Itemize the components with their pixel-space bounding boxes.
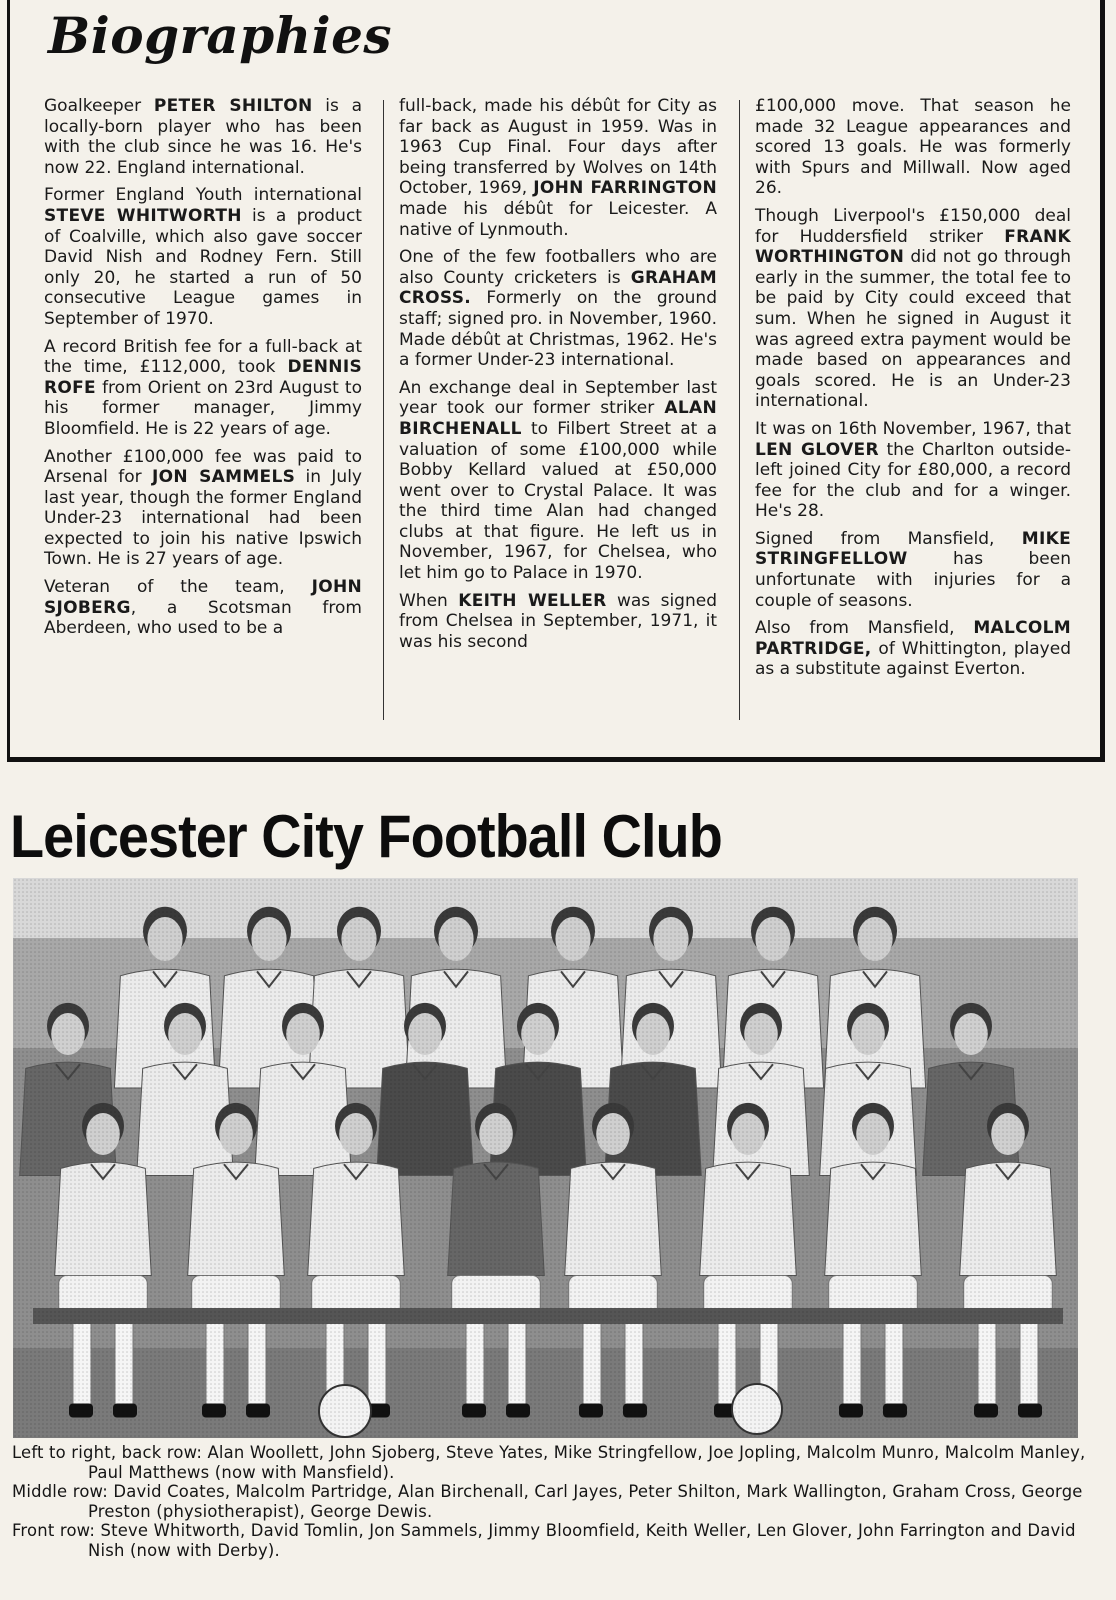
biography-paragraph: Though Liverpool's £150,000 deal for Huddersfield striker FRANK WORTHINGTON did not go through early in the summer, the total fee to be paid by City could exceed that sum. When he signed in August it was agreed extra payment would be made based on appearances and goals scored. He is an Under-23 international. bbox=[755, 205, 1071, 412]
biography-paragraph: Former England Youth international STEVE WHITWORTH is a product of Coalville, which also gave soccer David Nish and Rodney Fern. Still only 20, he started a run of 50 consecutive League games in September of 1970. bbox=[44, 185, 362, 329]
player-name: FRANK WORTHINGTON bbox=[755, 226, 1071, 268]
biography-paragraph: full-back, made his débût for City as far back as August in 1959. Was in 1963 Cup Final. Four days after being transferred by Wolves on 14th October, 1969, JOHN FARRINGTON made his débût for Leicester. A native of Lynmouth. bbox=[399, 96, 717, 240]
player-name: GRAHAM CROSS. bbox=[399, 267, 717, 309]
biography-paragraph: An exchange deal in September last year took our former striker ALAN BIRCHENALL to Filbert Street at a valuation of some £100,000 while Bobby Kellard valued at £50,000 went over to Crystal Palace. It was the third time Alan had changed clubs at that figure. He left us in November, 1967, for Chelsea, who let him go to Palace in 1970. bbox=[399, 377, 717, 584]
biography-paragraph: One of the few footballers who are also County cricketers is GRAHAM CROSS. Formerly on the ground staff; signed pro. in November, 1960. Made débût at Christmas, 1962. He's a former Under-23 international. bbox=[399, 247, 717, 371]
player-name: PETER SHILTON bbox=[153, 96, 313, 116]
biography-paragraph: Veteran of the team, JOHN SJOBERG, a Scotsman from Aberdeen, who used to be a bbox=[44, 577, 362, 639]
caption-back-row: Left to right, back row: Alan Woollett, John Sjoberg, Steve Yates, Mike Stringfellow, Joe Jopling, Malcolm Munro, Malcolm Manley, Paul Matthews (now with Mansfield). bbox=[12, 1443, 1086, 1482]
biography-paragraph: £100,000 move. That season he made 32 League appearances and scored 13 goals. He was formerly with Spurs and Millwall. Now aged 26. bbox=[755, 96, 1071, 199]
biography-column-3 bbox=[755, 96, 1071, 687]
player-name: JOHN FARRINGTON bbox=[533, 178, 717, 199]
player-name: JOHN SJOBERG bbox=[44, 577, 362, 618]
player-name: DENNIS ROFE bbox=[44, 357, 362, 398]
biographies-box bbox=[7, 0, 1105, 762]
team-photo bbox=[13, 878, 1078, 1438]
biography-paragraph: Another £100,000 fee was paid to Arsenal for JON SAMMELS in July last year, though the former England Under-23 international had been expected to join his native Ipswich Town. He is 27 years of age. bbox=[44, 446, 362, 570]
biography-paragraph: A record British fee for a full-back at the time, £112,000, took DENNIS ROFE from Orient on 23rd August to his former manager, Jimmy Bloomfield. He is 22 years of age. bbox=[44, 336, 362, 439]
player-name: MALCOLM PARTRIDGE, bbox=[755, 618, 1071, 659]
club-title: Leicester City Football Club bbox=[10, 803, 722, 870]
biography-column-1 bbox=[44, 96, 362, 646]
column-divider bbox=[383, 100, 384, 720]
column-divider bbox=[739, 100, 740, 720]
player-name: JON SAMMELS bbox=[152, 467, 296, 488]
photo-caption bbox=[12, 1443, 1092, 1560]
player-name: MIKE STRINGFELLOW bbox=[755, 528, 1071, 570]
player-name: LEN GLOVER bbox=[755, 439, 879, 460]
caption-middle-row: Middle row: David Coates, Malcolm Partridge, Alan Birchenall, Carl Jayes, Peter Shilton, Mark Wallington, Graham Cross, George Preston (physiotherapist), George Dewis. bbox=[12, 1482, 1083, 1521]
caption-front-row: Front row: Steve Whitworth, David Tomlin, Jon Sammels, Jimmy Bloomfield, Keith Weller, Len Glover, John Farrington and David Nish (now with Derby). bbox=[12, 1521, 1076, 1560]
player-name: ALAN BIRCHENALL bbox=[399, 398, 717, 439]
biography-paragraph: It was on 16th November, 1967, that LEN GLOVER the Charlton outside-left joined City for £80,000, a record fee for the club and for a winger. He's 28. bbox=[755, 418, 1071, 522]
biography-paragraph: When KEITH WELLER was signed from Chelsea in September, 1971, it was his second bbox=[399, 590, 717, 652]
biography-column-2 bbox=[399, 96, 717, 659]
biography-paragraph: Goalkeeper PETER SHILTON is a locally-born player who has been with the club since he was 16. He's now 22. England international. bbox=[44, 96, 363, 178]
player-name: STEVE WHITWORTH bbox=[44, 205, 242, 226]
player-name: KEITH WELLER bbox=[458, 590, 607, 611]
biography-paragraph: Signed from Mansfield, MIKE STRINGFELLOW has been unfortunate with injuries for a couple of seasons. bbox=[755, 528, 1071, 611]
biography-paragraph: Also from Mansfield, MALCOLM PARTRIDGE, of Whittington, played as a substitute against Everton. bbox=[755, 618, 1071, 680]
biographies-title: Biographies bbox=[48, 6, 393, 65]
